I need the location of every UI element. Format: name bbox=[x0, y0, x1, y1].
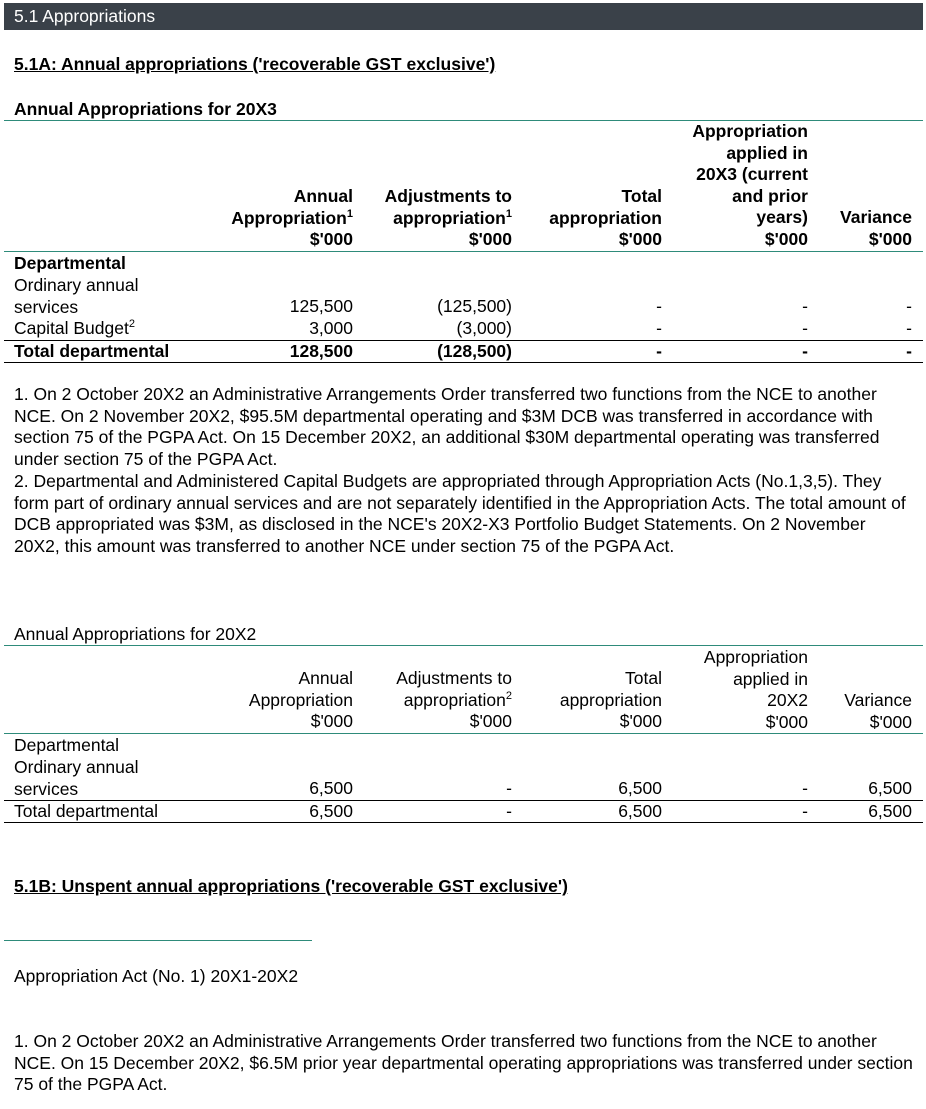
subsection-b-rule bbox=[4, 940, 312, 941]
table1-row2-total: - bbox=[656, 318, 662, 338]
table1-total-annual: 128,500 bbox=[289, 341, 353, 361]
table2-header-adjustments: Adjustments to appropriation$^2$ $'000 bbox=[396, 668, 512, 731]
subsection-a-title: 5.1A: Annual appropriations ('recoverable GST exclusive') bbox=[14, 54, 496, 74]
table1-header-rule bbox=[4, 251, 923, 252]
table2-row1-variance: 6,500 bbox=[868, 778, 912, 798]
table1-total-label: Total departmental bbox=[14, 341, 170, 361]
table2-title: Annual Appropriations for 20X2 bbox=[14, 624, 257, 644]
table1-row1-adjustments: (125,500) bbox=[437, 296, 512, 316]
table1-row2-label: Capital Budget$^2$ bbox=[14, 318, 135, 338]
table1-group-label: Departmental bbox=[14, 253, 126, 273]
table2-header-total: Total appropriation $'000 bbox=[559, 668, 662, 731]
table2-total-label: Total departmental bbox=[14, 801, 158, 821]
table1-note-1: 1. On 2 October 20X2 an Administrative Arrangements Order transferred two functions from the NCE to another NCE. On 2 November 20X2, $95.5M departmental operating and $3M DCB was transferred in accordance with section 75 of the PGPA Act. On 15 December 20X2, an additional $30M departmental operating was transferred under section 75 of the PGPA Act. bbox=[14, 384, 880, 470]
table1-header-annual: Annual Appropriation$^1$ $'000 bbox=[231, 186, 353, 249]
table1-bottom-rule bbox=[4, 362, 923, 363]
table2-total-applied: - bbox=[802, 801, 808, 821]
table1-row1-total: - bbox=[656, 296, 662, 316]
table1-header-total: Total appropriation $'000 bbox=[549, 186, 662, 249]
table2-total-adjustments: - bbox=[506, 801, 512, 821]
table2-group-label: Departmental bbox=[14, 735, 120, 755]
table2-row1-annual: 6,500 bbox=[309, 778, 353, 798]
table2-row1-total: 6,500 bbox=[618, 778, 662, 798]
table1-row1-variance: - bbox=[906, 296, 912, 316]
section-header bbox=[4, 3, 923, 30]
table1-header-variance: Variance $'000 bbox=[840, 207, 912, 249]
table1-total-total: - bbox=[656, 341, 662, 361]
table1-row1-applied: - bbox=[802, 296, 808, 316]
appropriation-act-label: Appropriation Act (No. 1) 20X1-20X2 bbox=[14, 966, 299, 986]
table1-total-adjustments: (128,500) bbox=[437, 341, 512, 361]
table2-row1-applied: - bbox=[802, 778, 808, 798]
table2-total-annual: 6,500 bbox=[309, 801, 353, 821]
table1-total-variance: - bbox=[906, 341, 912, 361]
table2-total-variance: 6,500 bbox=[868, 801, 912, 821]
subsection-b-note: 1. On 2 October 20X2 an Administrative Arrangements Order transferred two functions from the NCE to another NCE. On 15 December 20X2, $6.5M prior year departmental operating appropriations was transferred under section 75 of the PGPA Act. bbox=[14, 1031, 913, 1095]
table2-header-applied: Appropriation applied in 20X2 $'000 bbox=[703, 647, 808, 732]
section-title: 5.1 Appropriations bbox=[14, 6, 156, 26]
subsection-b-title: 5.1B: Unspent annual appropriations ('recoverable GST exclusive') bbox=[14, 876, 568, 896]
table2-bottom-rule bbox=[4, 822, 923, 823]
table2-header-annual: Annual Appropriation $'000 bbox=[248, 668, 353, 731]
table1-row1-label: Ordinary annual services bbox=[14, 275, 139, 317]
table2-row1-adjustments: - bbox=[506, 778, 512, 798]
table1-row2-adjustments: (3,000) bbox=[456, 318, 512, 338]
table1-header-adjustments: Adjustments to appropriation$^1$ $'000 bbox=[384, 186, 512, 249]
table1-title: Annual Appropriations for 20X3 bbox=[14, 99, 277, 119]
table1-row2-annual: 3,000 bbox=[309, 318, 353, 338]
table1-header-applied: Appropriation applied in 20X3 (current and prior years) $'000 bbox=[692, 121, 808, 249]
table2-total-total: 6,500 bbox=[618, 801, 662, 821]
table2-row1-label: Ordinary annual services bbox=[14, 757, 139, 799]
table1-row2-variance: - bbox=[906, 318, 912, 338]
table2-header-variance: Variance $'000 bbox=[844, 690, 912, 732]
table2-top-rule bbox=[4, 645, 923, 646]
table1-note-2: 2. Departmental and Administered Capital Budgets are appropriated through Appropriation Acts (No.1,3,5). They form part of ordinary annual services and are not separately identified in the Appropriation Acts. The total amount of DCB appropriated was $3M, as disclosed in the NCE's 20X2-X3 Portfolio Budget Statements. On 2 November 20X2, this amount was transferred to another NCE under section 75 of the PGPA Act. bbox=[14, 471, 906, 557]
table1-row2-applied: - bbox=[802, 318, 808, 338]
table1-row1-annual: 125,500 bbox=[289, 296, 353, 316]
table1-total-applied: - bbox=[802, 341, 808, 361]
table2-header-rule bbox=[4, 733, 923, 734]
